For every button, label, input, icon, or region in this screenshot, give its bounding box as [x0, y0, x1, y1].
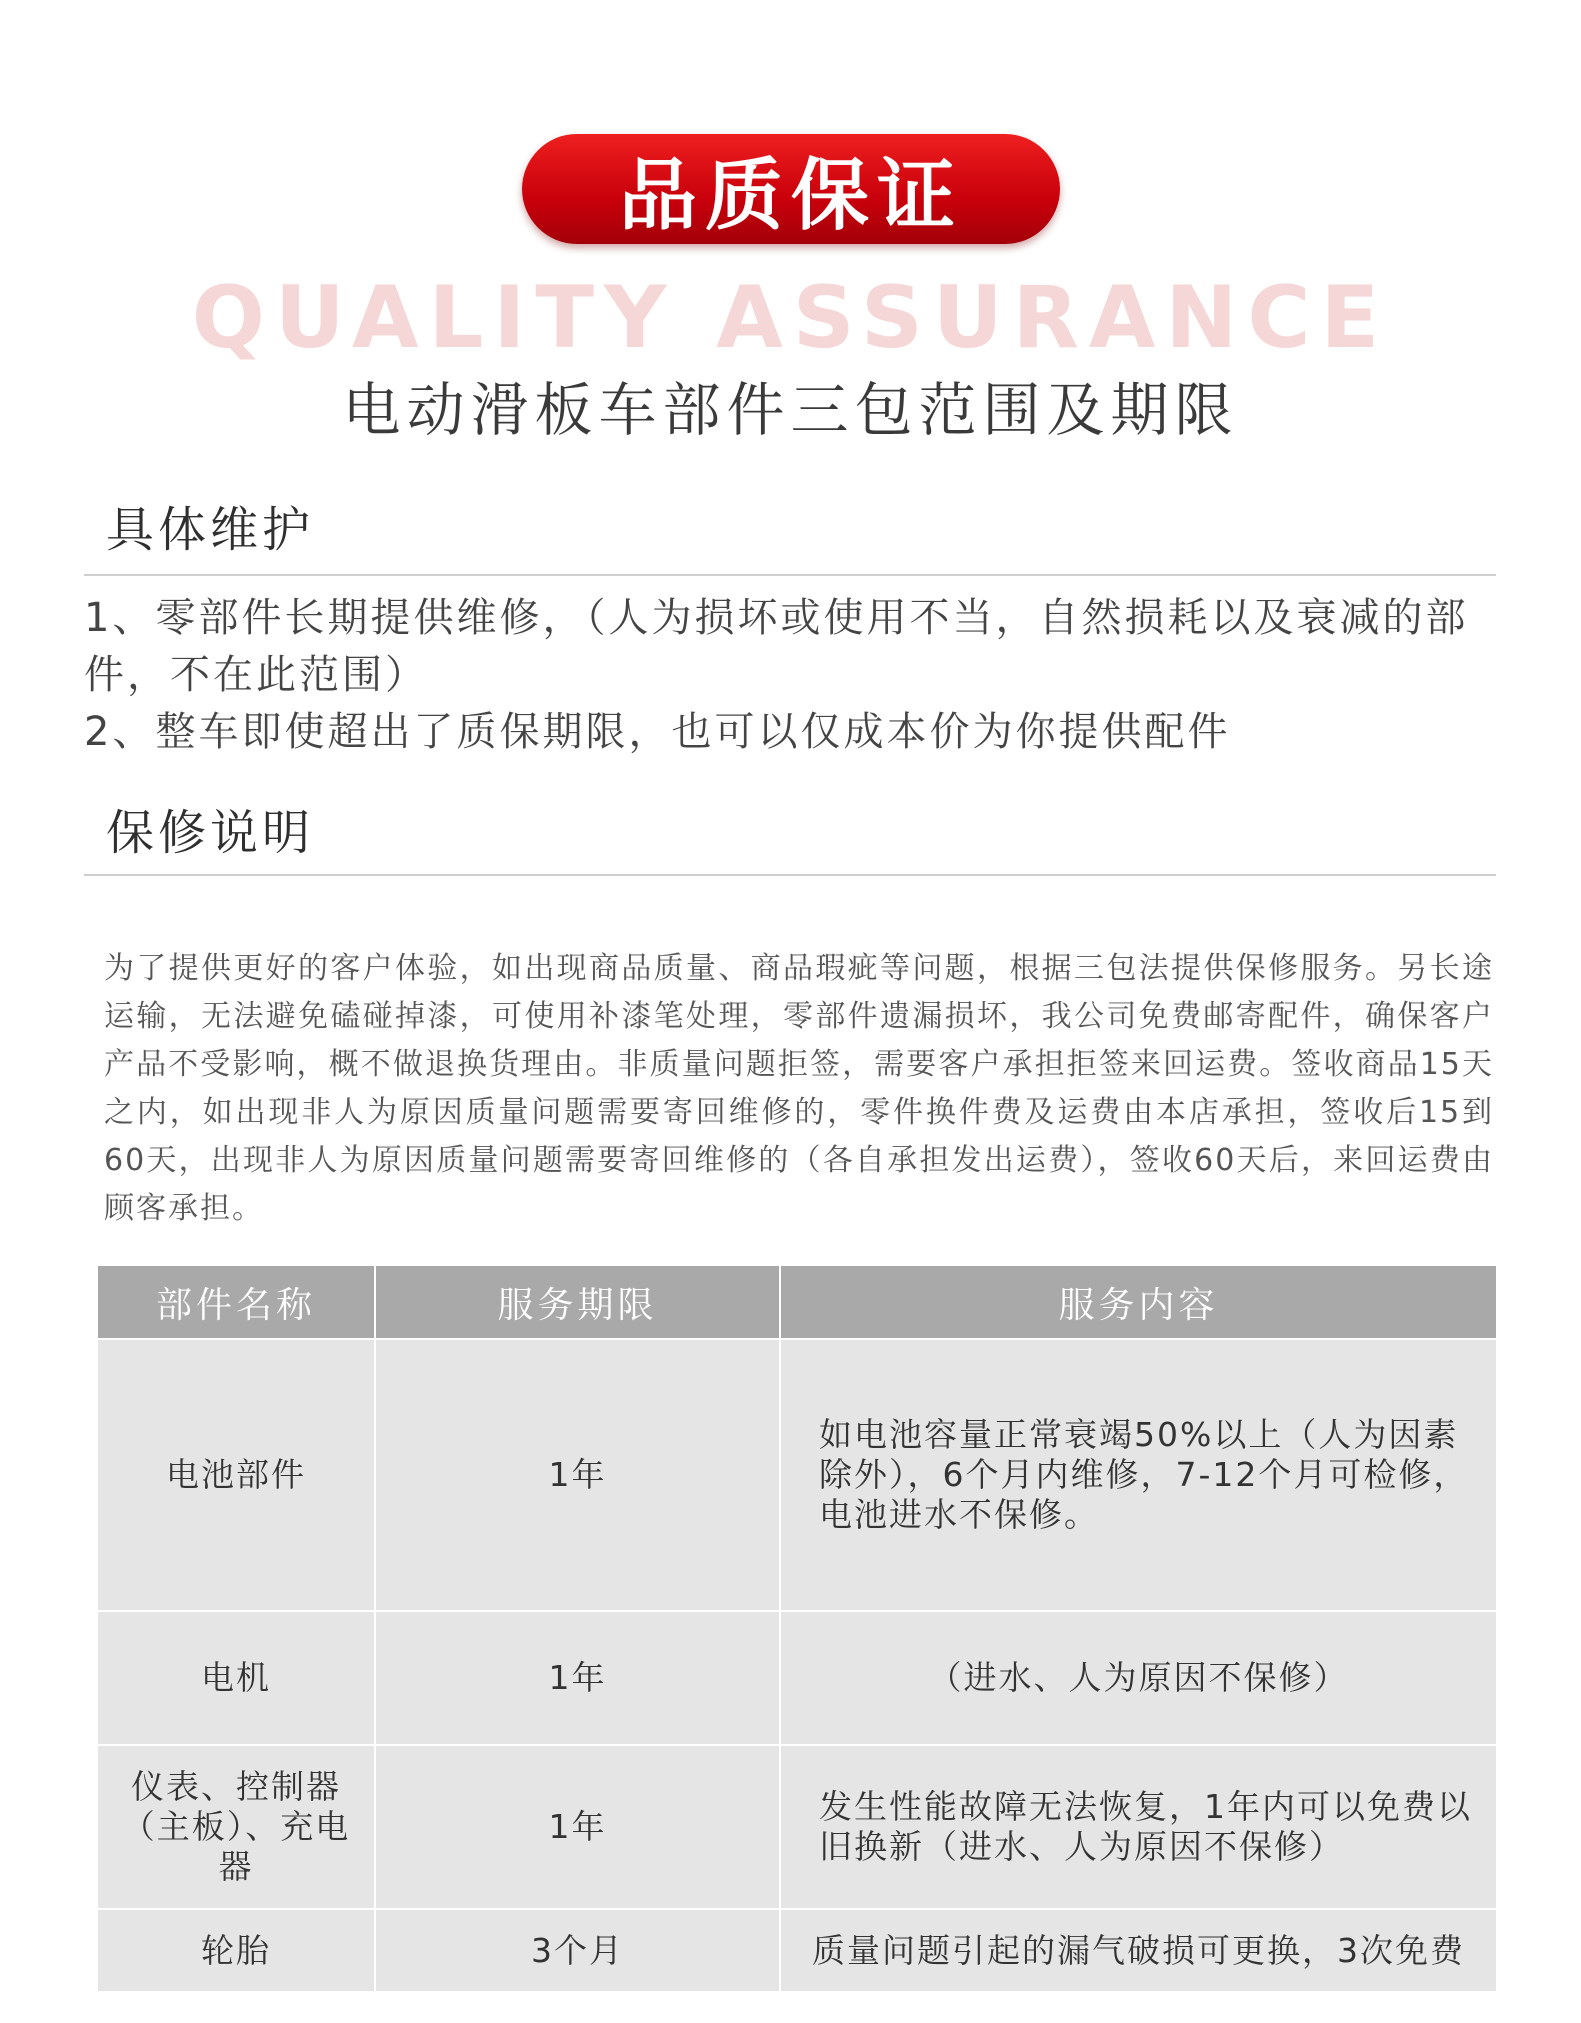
header-part-name: 部件名称	[98, 1266, 375, 1339]
period-cell: 1年	[375, 1745, 780, 1909]
part-name-cell: 电池部件	[98, 1339, 375, 1611]
english-title: QUALITY ASSURANCE	[191, 268, 1390, 368]
table-row	[98, 1611, 1496, 1745]
period-cell: 1年	[375, 1339, 780, 1611]
divider	[84, 874, 1496, 876]
table-row	[98, 1909, 1496, 1991]
page-title: 电动滑板车部件三包范围及期限	[342, 376, 1239, 444]
part-name-cell: 仪表、控制器（主板）、充电器	[98, 1745, 375, 1909]
table-row	[98, 1745, 1496, 1909]
divider	[84, 574, 1496, 576]
repair-section-heading: 具体维护	[106, 502, 315, 558]
content-cell: 如电池容量正常衰竭50%以上（人为因素除外），6个月内维修，7-12个月可检修，电池进水不保修。	[780, 1339, 1496, 1611]
warranty-section-heading: 保修说明	[106, 805, 315, 861]
content-cell: （进水、人为原因不保修）	[780, 1611, 1496, 1745]
period-cell: 3个月	[375, 1909, 780, 1991]
period-cell: 1年	[375, 1611, 780, 1745]
header-service-period: 服务期限	[375, 1266, 780, 1339]
part-name-cell: 电机	[98, 1611, 375, 1745]
quality-banner	[522, 134, 1060, 244]
repair-list	[84, 590, 1496, 761]
table-row	[98, 1339, 1496, 1611]
repair-item: 1、零部件长期提供维修，（人为损坏或使用不当，自然损耗以及衰减的部件，不在此范围）	[84, 595, 1469, 698]
banner-title: 品质保证	[618, 151, 963, 241]
table-header-row	[98, 1266, 1496, 1339]
part-name-cell: 轮胎	[98, 1909, 375, 1991]
header-service-content: 服务内容	[780, 1266, 1496, 1339]
content-cell: 质量问题引起的漏气破损可更换，3次免费	[780, 1909, 1496, 1991]
repair-item: 2、整车即使超出了质保期限，也可以仅成本价为你提供配件	[84, 709, 1231, 755]
warranty-description: 为了提供更好的客户体验，如出现商品质量、商品瑕疵等问题，根据三包法提供保修服务。另长途运输，无法避免磕碰掉漆，可使用补漆笔处理，零部件遗漏损坏，我公司免费邮寄配件，确保客户产品不受影响，概不做退换货理由。非质量问题拒签，需要客户承担拒签来回运费。签收商品15天之内，如出现非人为原因质量问题需要寄回维修的，零件换件费及运费由本店承担，签收后15到60天，出现非人为原因质量问题需要寄回维修的（各自承担发出运费），签收60天后，来回运费由顾客承担。	[104, 951, 1494, 1226]
warranty-table	[98, 1266, 1496, 1991]
content-cell: 发生性能故障无法恢复，1年内可以免费以旧换新（进水、人为原因不保修）	[780, 1745, 1496, 1909]
